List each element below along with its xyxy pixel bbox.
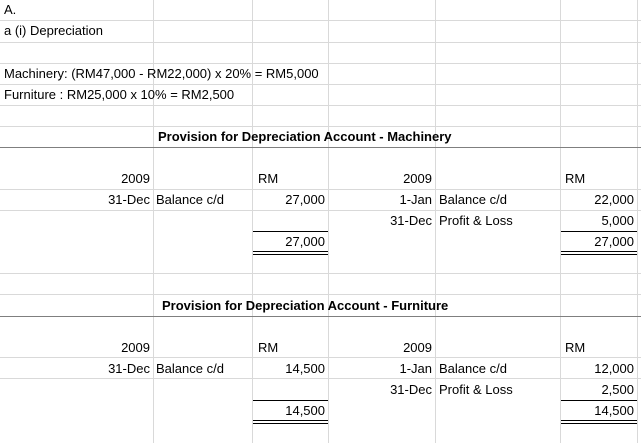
left-total-double-rule [253,251,328,255]
right-amount: 22,000 [594,192,634,207]
right-date: 1-Jan [399,361,432,376]
right-description: Profit & Loss [439,213,513,228]
machinery-calculation: Machinery: (RM47,000 - RM22,000) x 20% = RM5,000 [4,66,319,81]
right-currency: RM [565,171,586,186]
gridline [435,0,436,443]
right-total-double-rule [561,251,637,255]
gridline [0,273,641,274]
right-date: 31-Dec [390,213,432,228]
section-subtitle: a (i) Depreciation [4,23,103,38]
right-description: Balance c/d [439,192,507,207]
right-amount: 5,000 [601,213,634,228]
right-total-double-rule [561,420,637,424]
gridline [0,294,641,295]
left-year: 2009 [121,340,150,355]
account-top-border [0,316,641,317]
right-date: 31-Dec [390,382,432,397]
furniture-calculation: Furniture : RM25,000 x 10% = RM2,500 [4,87,235,102]
right-date: 1-Jan [399,192,432,207]
left-total-double-rule [253,420,328,424]
gridline [0,42,641,43]
left-description: Balance c/d [156,361,224,376]
gridline [637,0,638,443]
right-description: Balance c/d [439,361,507,376]
gridline [328,0,329,443]
left-total: 14,500 [285,403,325,418]
left-total: 27,000 [285,234,325,249]
left-amount: 27,000 [285,192,325,207]
left-currency: RM [258,340,279,355]
left-description: Balance c/d [156,192,224,207]
gridline [0,210,641,211]
left-amount: 14,500 [285,361,325,376]
furniture-account-title: Provision for Depreciation Account - Furniture [162,298,449,313]
gridline [0,105,641,106]
machinery-account-title: Provision for Depreciation Account - Machinery [158,129,452,144]
left-date: 31-Dec [108,361,150,376]
section-label: A. [4,2,17,17]
left-year: 2009 [121,171,150,186]
right-total: 14,500 [594,403,634,418]
right-amount: 2,500 [601,382,634,397]
account-top-border [0,147,641,148]
right-amount: 12,000 [594,361,634,376]
left-currency: RM [258,171,279,186]
left-date: 31-Dec [108,192,150,207]
right-total: 27,000 [594,234,634,249]
right-description: Profit & Loss [439,382,513,397]
right-currency: RM [565,340,586,355]
right-year: 2009 [403,171,432,186]
right-year: 2009 [403,340,432,355]
